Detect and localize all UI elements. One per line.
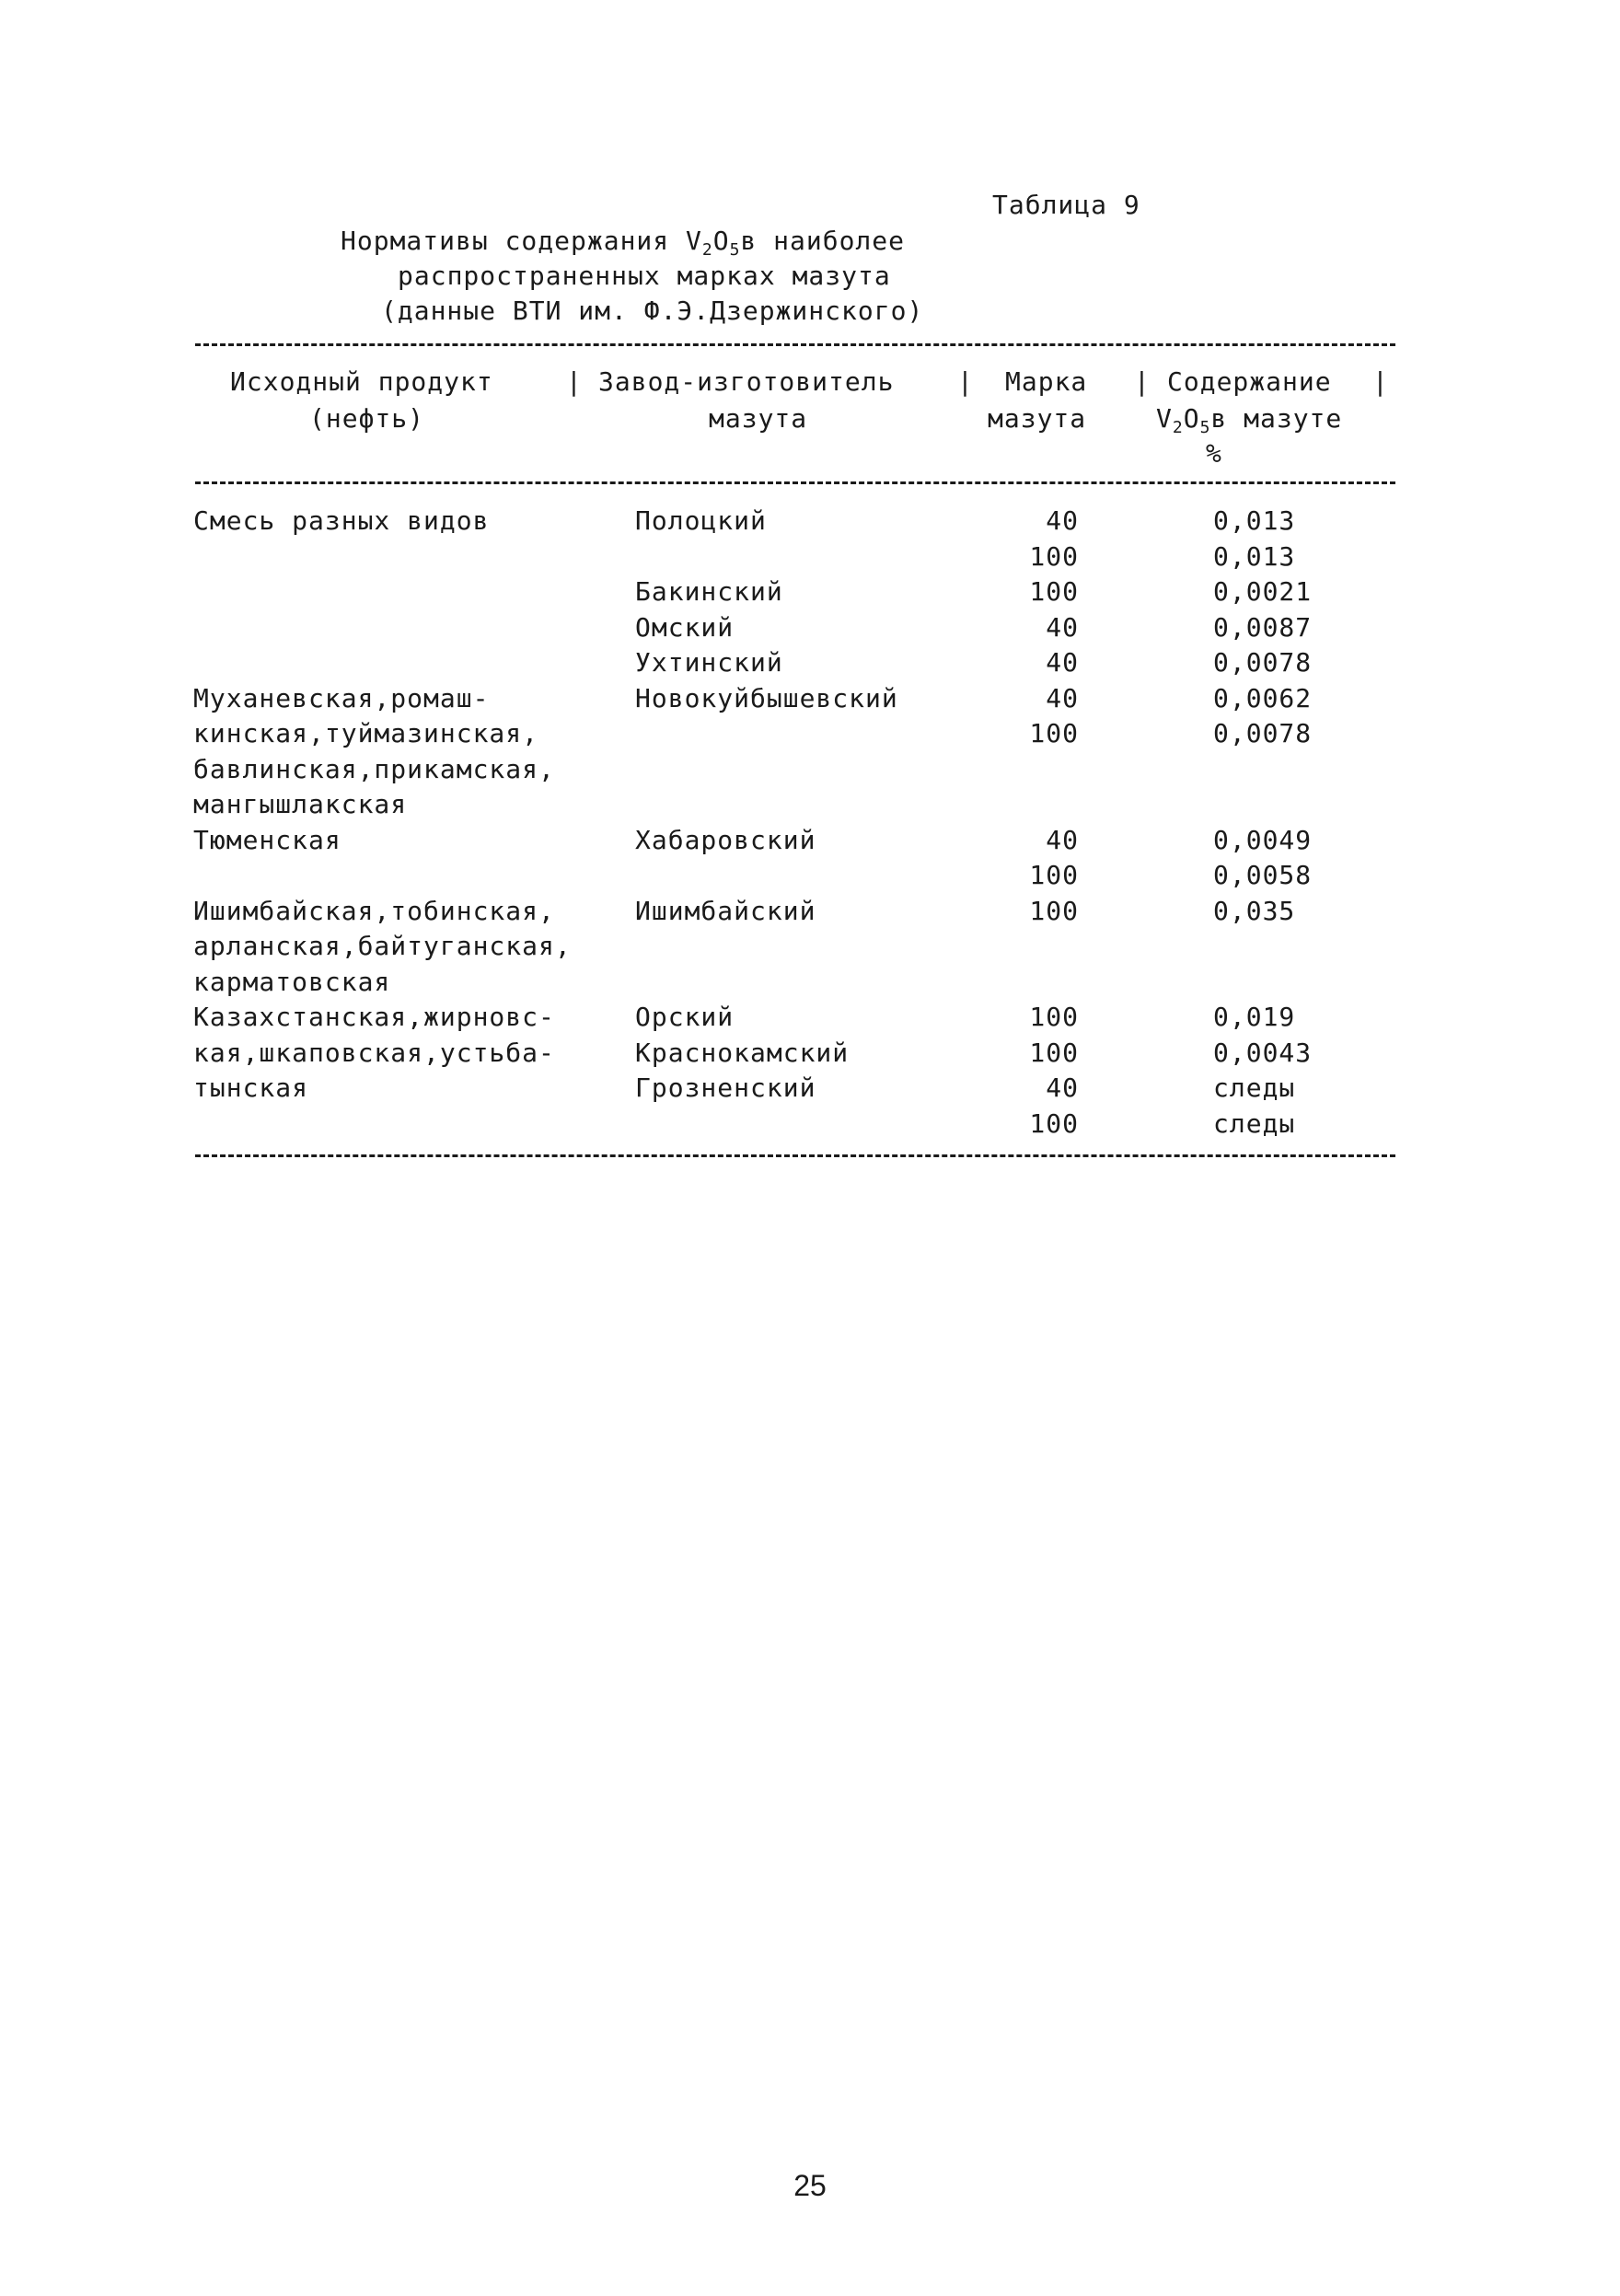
header-grade-line2: мазута <box>988 403 1087 434</box>
cell-content: 0,0058 <box>1213 860 1313 890</box>
cell-plant: Полоцкий <box>635 505 767 536</box>
cell-grade: 40 <box>1046 824 1079 855</box>
cell-grade: 100 <box>1029 895 1079 926</box>
cell-product: Тюменская <box>193 824 341 855</box>
cell-plant: Бакинский <box>635 576 783 607</box>
cell-grade: 100 <box>1029 540 1079 572</box>
cell-plant: Новокуйбышевский <box>635 682 898 713</box>
cell-grade: 40 <box>1046 505 1079 536</box>
cell-grade: 40 <box>1046 611 1079 643</box>
cell-product: карматовская <box>193 966 391 997</box>
cell-plant: Хабаровский <box>635 824 816 855</box>
cell-product: тынская <box>193 1073 309 1103</box>
cell-product: арланская,байтуганская, <box>193 931 572 961</box>
header-product-line1: Исходный продукт <box>230 366 493 397</box>
cell-grade: 40 <box>1046 647 1079 678</box>
cell-plant: Ухтинский <box>635 647 783 678</box>
cell-plant: Орский <box>635 1002 735 1032</box>
cell-grade: 100 <box>1029 1037 1079 1068</box>
cell-product: мангышлакская <box>193 789 408 819</box>
table-title-line1: Нормативы содержания $V_2O_5в$ наиболее <box>341 226 905 260</box>
cell-grade: 100 <box>1029 576 1079 607</box>
cell-content: 0,0043 <box>1213 1037 1313 1068</box>
header-grade-line1: Марка <box>1005 366 1088 397</box>
cell-content: 0,0049 <box>1213 824 1313 855</box>
cell-plant: Ишимбайский <box>635 895 816 926</box>
cell-content: 0,0062 <box>1213 682 1313 713</box>
cell-content: 0,013 <box>1213 505 1296 536</box>
cell-content: 0,0087 <box>1213 611 1313 643</box>
cell-product: Муханевская,ромаш- <box>193 682 490 713</box>
cell-content: 0,013 <box>1213 540 1296 572</box>
header-separator-2: | <box>957 366 974 397</box>
cell-content: 0,0078 <box>1213 718 1313 748</box>
table-title-line3: (данные ВТИ им. Ф.Э.Дзержинского) <box>381 296 924 326</box>
header-content-line1: Содержание <box>1167 366 1332 397</box>
cell-grade: 100 <box>1029 1002 1079 1032</box>
cell-grade: 40 <box>1046 1073 1079 1103</box>
cell-plant: Краснокамский <box>635 1037 850 1068</box>
table-bottom-rule <box>195 1154 1395 1157</box>
cell-content: следы <box>1213 1073 1296 1103</box>
cell-product: кинская,туймазинская, <box>193 718 539 748</box>
header-separator-4: | <box>1372 366 1389 397</box>
cell-content: 0,035 <box>1213 895 1296 926</box>
cell-grade: 100 <box>1029 860 1079 890</box>
header-plant-line2: мазута <box>709 403 808 434</box>
header-content-line2: $V_2O_5в$ мазуте <box>1156 403 1343 437</box>
table-top-rule <box>195 343 1395 346</box>
header-product-line2: (нефть) <box>309 403 425 434</box>
page-number: 25 <box>793 2169 827 2202</box>
table-label: Таблица 9 <box>992 190 1140 220</box>
header-separator-3: | <box>1134 366 1151 397</box>
cell-content: 0,019 <box>1213 1002 1296 1032</box>
cell-product: Ишимбайская,тобинская, <box>193 895 555 926</box>
cell-product: Казахстанская,жирновс- <box>193 1002 555 1032</box>
cell-grade: 40 <box>1046 682 1079 713</box>
header-plant-line1: Завод-изготовитель <box>598 366 895 397</box>
cell-grade: 100 <box>1029 718 1079 748</box>
cell-plant: Омский <box>635 611 735 643</box>
cell-product: Смесь разных видов <box>193 505 490 536</box>
cell-product: бавлинская,прикамская, <box>193 753 555 784</box>
cell-grade: 100 <box>1029 1107 1079 1139</box>
cell-content: 0,0021 <box>1213 576 1313 607</box>
table-title-line2: распространенных марках мазута <box>398 261 891 291</box>
cell-content: 0,0078 <box>1213 647 1313 678</box>
cell-content: следы <box>1213 1107 1296 1139</box>
header-separator-1: | <box>566 366 583 397</box>
header-content-line3: % <box>1206 438 1222 469</box>
cell-plant: Грозненский <box>635 1073 816 1103</box>
cell-product: кая,шкаповская,устьба- <box>193 1037 555 1068</box>
table-header-rule <box>195 481 1395 484</box>
